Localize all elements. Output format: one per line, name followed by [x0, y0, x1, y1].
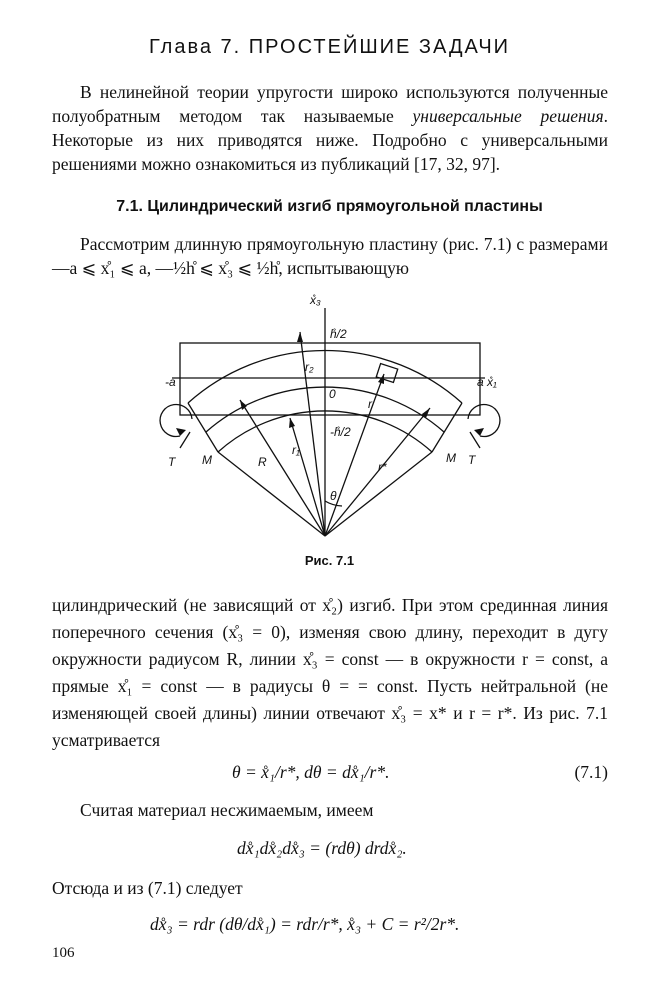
radius-left: [218, 452, 325, 536]
page-number: 106: [52, 945, 75, 961]
figure-caption: Рис. 7.1: [304, 553, 355, 568]
arrow-r1: [289, 418, 295, 428]
intro-text-2: . Некоторые из них приводятся ниже. Подробно с универсальными решениями можно ознакомиться из публикаций [17, 32, 97].: [52, 106, 608, 174]
arrow-r: [378, 374, 384, 384]
paragraph-2-text: цилиндрический (не зависящий от x̊₂) изгиб. При этом срединная линия поперечного сечения (x̊₃ = 0), изменяя свою длину, переходит в дугу окружности радиусом R, линии x̊₃ = const — в окружности r = const, а прямые x̊₁ = const — в радиусы θ = = const. Пусть нейтральной (не изменяющей своей длины) линии отвечают x̊₃ = x* и r = r*. Из рис. 7.1 усматривается: [52, 595, 608, 750]
label-T-right: T: [468, 453, 476, 467]
arrow-r2: [297, 332, 303, 342]
equation-3-body: dx̊₃ = rdr (dθ/dx̊₁) = rdr/r*, x̊₃ + C = r²/2r*.: [150, 914, 460, 934]
figure-7-1: [150, 286, 510, 554]
paragraph-1-text: Рассмотрим длинную прямоугольную пластину (рис. 7.1) с размерами —a ⩽ x̊₁ ⩽ a, —½h̊ ⩽ x̊₃ ⩽ ½h̊, испытывающую: [52, 234, 608, 278]
chapter-title: Глава 7. ПРОСТЕЙШИЕ ЗАДАЧИ: [148, 36, 511, 58]
label-theta: θ: [330, 489, 337, 503]
equation-7-1-number: (7.1): [574, 762, 608, 782]
moment-right: [468, 404, 500, 436]
label-r-star: r*: [378, 460, 387, 474]
intro-italic-term: универсальные решения: [412, 106, 604, 126]
equation-2-body: dx̊₁dx̊₂dx̊₃ = (rdθ) drdx̊₂.: [237, 838, 407, 858]
paragraph-3-text: Считая материал несжимаемым, имеем: [80, 800, 374, 820]
small-element: [376, 364, 397, 383]
label-T-left: T: [168, 455, 176, 469]
label-r: r: [368, 397, 372, 411]
label-r2: r₂: [305, 360, 314, 374]
moment-left: [160, 404, 192, 436]
label-M-right: M: [446, 451, 456, 465]
plate-rectangle: [180, 343, 480, 415]
label-R: R: [258, 455, 267, 469]
paragraph-2: [52, 592, 608, 754]
paragraph-4-text: Отсюда и из (7.1) следует: [52, 878, 243, 898]
label-h-top: h̊/2: [330, 327, 347, 341]
left-edge: [188, 403, 218, 452]
label-x3: x̊₃: [310, 293, 321, 307]
arrow-moment-right: [474, 428, 484, 436]
label-a: a: [477, 375, 484, 389]
paragraph-1: [52, 232, 608, 280]
label-x1: x̊₁: [487, 375, 497, 389]
equation-7-1-body: θ = x̊₁/r*, dθ = dx̊₁/r*.: [232, 762, 390, 782]
intro-paragraph: [52, 80, 608, 176]
arrow-moment-left: [176, 428, 186, 436]
radius-r1: [290, 418, 325, 536]
label-h-bottom: -h̊/2: [330, 425, 351, 439]
right-edge: [432, 403, 462, 452]
label-M-left: M: [202, 453, 212, 467]
label-origin: 0: [329, 387, 336, 401]
radius-R: [240, 400, 325, 536]
label-r1: r₁: [292, 443, 300, 457]
paragraph-3: [52, 798, 608, 822]
paragraph-4: [52, 876, 608, 900]
section-title: 7.1. Цилиндрический изгиб прямоугольной пластины: [116, 198, 543, 215]
intro-text-1: В нелинейной теории упругости широко используются полученные полуобратным методом так называемые: [52, 82, 608, 126]
label-minus-a: -a: [165, 375, 176, 389]
